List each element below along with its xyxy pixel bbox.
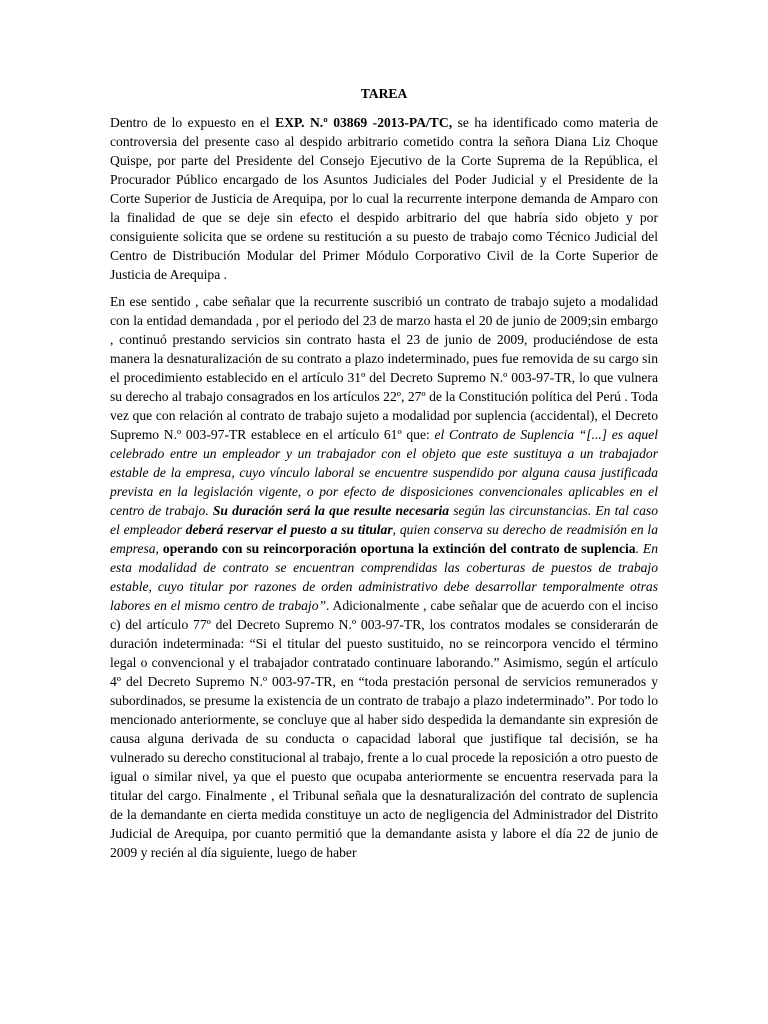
p2-quote-coverage: . En esta modalidad de contrato se encuentran comprendidas las coberturas de puestos de trabajo estable, cuyo titular por razones de orden administrativo debe desarrollar temporalmente otras labores en el mismo centro de trabajo” bbox=[110, 541, 659, 613]
p2-quote-circumstances: según las circunstancias. En tal caso el empleador bbox=[110, 503, 658, 537]
case-number: EXP. N.º 03869 -2013-PA/TC, bbox=[275, 115, 453, 130]
paragraph-1 bbox=[110, 113, 658, 284]
p2-text-intro: En ese sentido , cabe señalar que la recurrente suscribió un contrato de trabajo sujeto a modalidad con la entidad demandada , por el periodo del 23 de marzo hasta el 20 de junio de 2009;sin embargo , continuó prestando servicios sin contrato hasta el 23 de junio de 2009, produciéndose de esta manera la desnaturalización de su contrato a plazo indeterminado, pues fue removida de su cargo sin el procedimiento establecido en el artículo 31º del Decreto Supremo N.º 003-97-TR, lo que vulnera su derecho al trabajo consagrados en los artículos 22º, 27º de la Constitución política del Perú . Toda vez que con relación al contrato de trabajo sujeto a modalidad por suplencia (accidental), el Decreto Supremo N.º 003-97-TR establece en el artículo 61º que: bbox=[110, 294, 658, 442]
p2-quote-readmission: , quien conserva su derecho de readmisión en la empresa, bbox=[110, 522, 659, 556]
p2-quote-reserve: deberá reservar el puesto a su titular bbox=[185, 522, 393, 537]
p2-quote-definition: el Contrato de Suplencia “[...] es aquel celebrado entre un empleador y un trabajador con el objeto que este sustituya a un trabajador estable de la empresa, cuyo vínculo laboral se encuentre suspendido por alguna causa justificada prevista en la legislación vigente, o por efecto de disposiciones convencionales aplicables en el centro de trabajo. bbox=[110, 427, 658, 518]
p1-text-body: se ha identificado como materia de controversia del presente caso al despido arbitrario cometido contra la señora Diana Liz Choque Quispe, por parte del Presidente del Consejo Ejecutivo de la Corte Suprema de la República, el Procurador Público encargado de los Asuntos Judiciales del Poder Judicial y el Presidente de la Corte Superior de Justicia de Arequipa, por lo cual la recurrente interpone demanda de Amparo con la finalidad de que se deje sin efecto el despido arbitrario del que habría sido objeto y por consiguiente solicita que se ordene su restitución a su puesto de trabajo como Técnico Judicial del Centro de Distribución Modular del Primer Módulo Corporativo Civil de la Corte Superior de Justicia de Arequipa . bbox=[110, 115, 658, 282]
p2-quote-extinction: operando con su reincorporación oportuna la extinción del contrato de suplencia bbox=[162, 541, 636, 556]
p2-text-conclusion: . Adicionalmente , cabe señalar que de acuerdo con el inciso c) del artículo 77º del Decreto Supremo N.º 003-97-TR, los contratos modales se considerarán de duración indeterminada: “Si el titular del puesto sustituido, no se reincorpora vencido el término legal o convencional y el trabajador contratado continuare laborando.” Asimismo, según el artículo 4º del Decreto Supremo N.º 003-97-TR, en “toda prestación personal de servicios remunerados y subordinados, se presume la existencia de un contrato de trabajo a plazo indeterminado”. Por todo lo mencionado anteriormente, se concluye que al haber sido despedida la demandante sin expresión de causa alguna derivada de su conducta o capacidad laboral que justifique tal decisión, se ha vulnerado su derecho constitucional al trabajo, frente a lo cual procede la reposición a otro puesto de igual o similar nivel, ya que el puesto que ocupaba anteriormente se encuentra reservada para la titular del cargo. Finalmente , el Tribunal señala que la desnaturalización del contrato de suplencia de la demandante en cierta medida constituye un acto de negligencia del Administrador del Distrito Judicial de Arequipa, por cuanto permitió que la demandante asista y labore el día 22 de junio de 2009 y recién al día siguiente, luego de haber bbox=[110, 598, 658, 860]
p1-text-intro: Dentro de lo expuesto en el bbox=[110, 115, 276, 130]
p2-quote-duration: Su duración será la que resulte necesaria bbox=[212, 503, 450, 518]
paragraph-2 bbox=[110, 292, 658, 862]
document-body bbox=[110, 84, 658, 862]
document-title: TAREA bbox=[360, 86, 408, 101]
